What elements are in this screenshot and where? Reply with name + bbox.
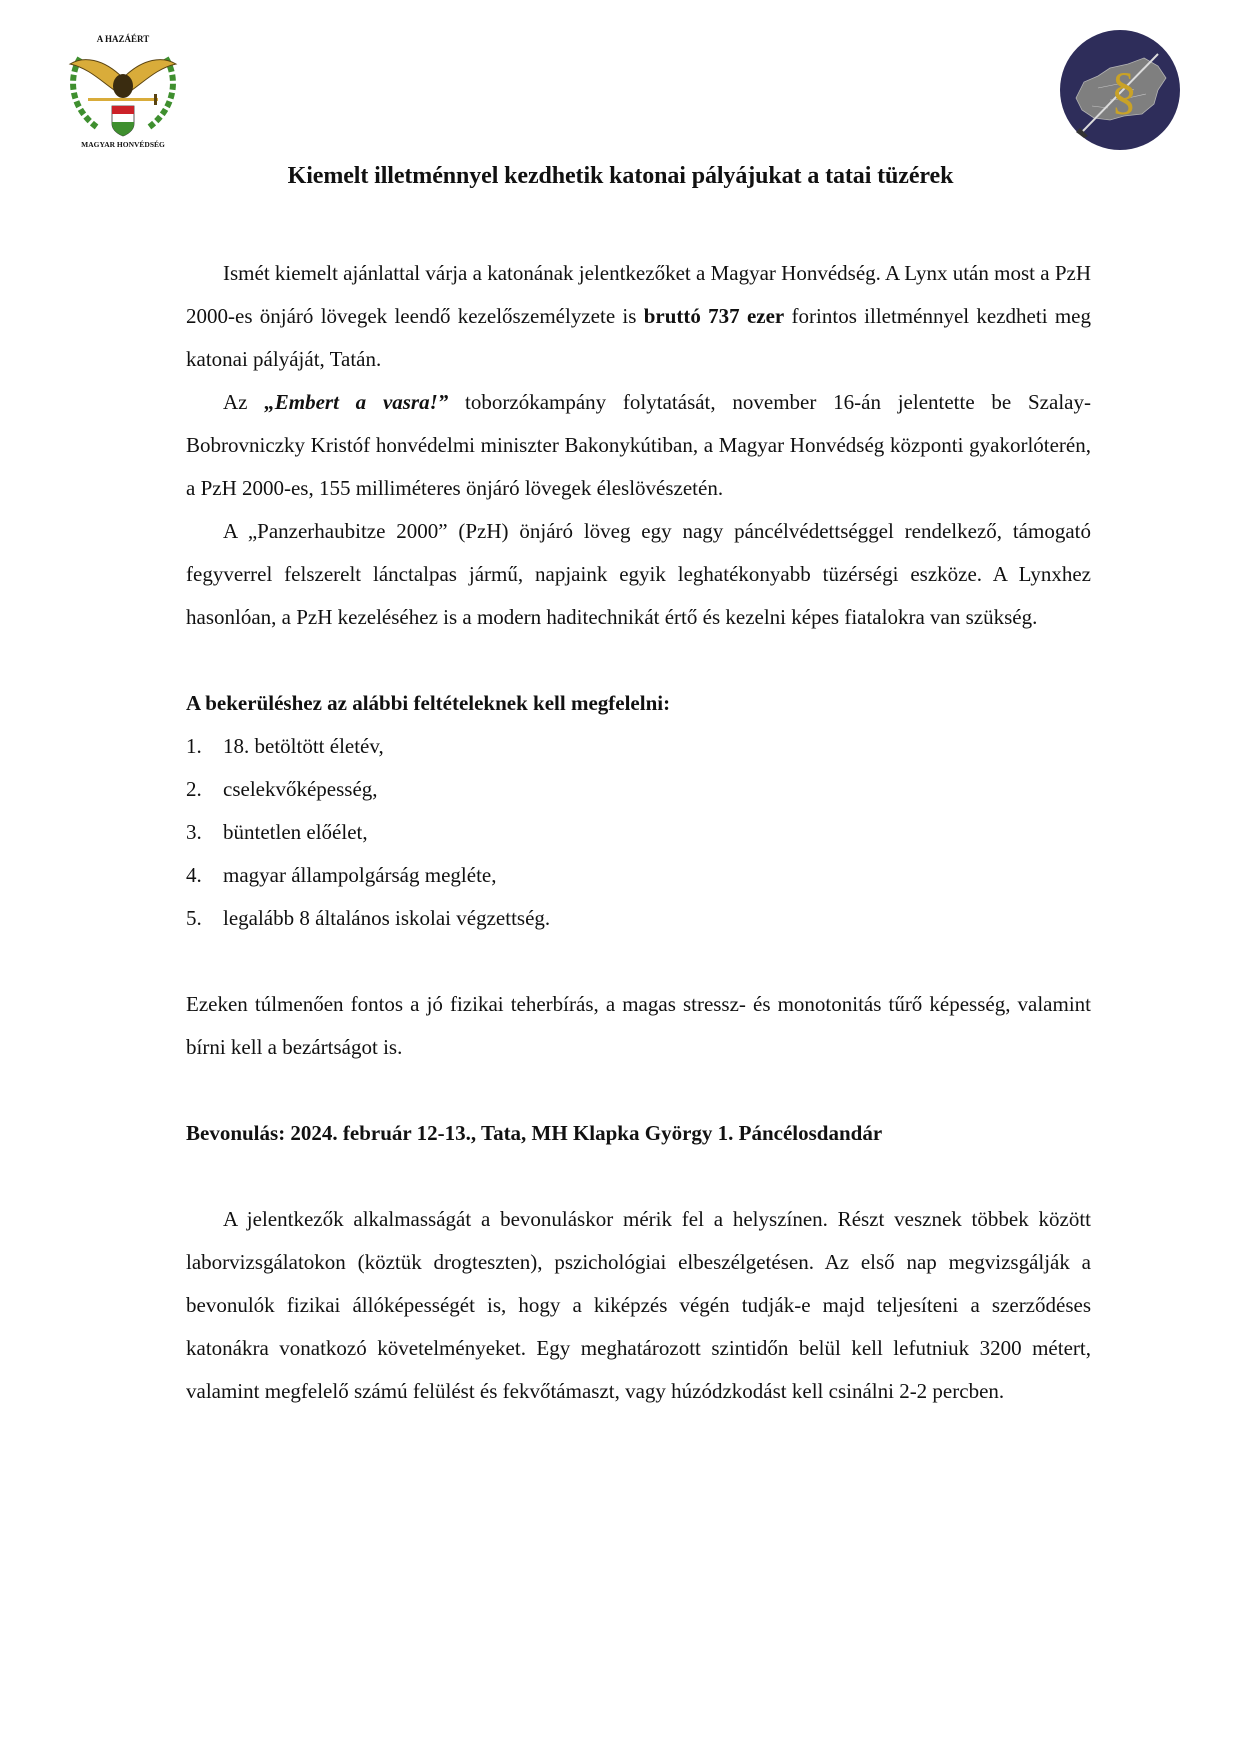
document-body [186, 252, 1091, 1413]
list-text: büntetlen előélet, [223, 820, 368, 844]
paragraph-pzh: A „Panzerhaubitze 2000” (PzH) önjáró löveg egy nagy páncélvédettséggel rendelkező, támogató fegyverrel felszerelt lánctalpas jármű, napjaink egyik leghatékonyabb tüzérségi eszköze. A Lynxhez hasonlóan, a PzH kezeléséhez is a modern haditechnikát értő és kezelni képes fiatalokra van szükség. [186, 519, 1091, 629]
list-text: legalább 8 általános iskolai végzettség. [223, 906, 551, 930]
campaign-name: „Embert a vasra!” [264, 390, 449, 414]
list-number: 4. [186, 863, 202, 887]
paragraph-intro [186, 252, 1091, 381]
intro-text-end: forintos illetménnyel kezdheti meg katonai pályáját, Tatán. [186, 304, 1091, 371]
requirements-list [186, 725, 1091, 940]
emblem-bottom-text: MAGYAR HONVÉDSÉG [81, 140, 165, 149]
list-item [186, 897, 1091, 940]
list-text: 18. betöltött életév, [223, 734, 384, 758]
paragraph-assessment: A jelentkezők alkalmasságát a bevonuláskor mérik fel a helyszínen. Részt vesznek többek között laborvizsgálatokon (köztük drogteszten), pszichológiai elbeszélgetésen. Az első nap megvizsgálják a bevonulók fizikai állóképességét is, hogy a kiképzés végén tudják-e majd teljesíteni a szerződéses katonákra vonatkozó követelményeket. Egy meghatározott szintidőn belül kell lefutniuk 3200 métert, valamint megfelelő számú felülést és fekvőtámaszt, vagy húzódzkodást kell csinálni 2-2 percben. [186, 1207, 1091, 1403]
list-text: cselekvőképesség, [223, 777, 378, 801]
list-number: 5. [186, 906, 202, 930]
paragraph-symbol: § [1111, 63, 1137, 120]
enlistment-info: Bevonulás: 2024. február 12-13., Tata, MH Klapka György 1. Páncélosdandár [186, 1121, 883, 1145]
list-item [186, 768, 1091, 811]
emblem-top-text: A HAZÁÉRT [96, 34, 150, 44]
list-item [186, 725, 1091, 768]
list-number: 1. [186, 734, 202, 758]
requirements-heading: A bekerüléshez az alábbi feltételeknek kell megfelelni: [186, 691, 671, 715]
hungarian-defence-forces-emblem-icon [58, 28, 188, 150]
intro-text: Ismét kiemelt ajánlattal várja a katonának jelentkezőket a Magyar Honvédség. A Lynx után most a PzH 2000-es önjáró lövegek leendő kezelőszemélyzete is [186, 261, 1091, 328]
salary-highlight: bruttó 737 ezer [643, 304, 785, 328]
list-number: 3. [186, 820, 202, 844]
list-item [186, 854, 1091, 897]
list-item [186, 811, 1091, 854]
list-text: magyar állampolgárság megléte, [223, 863, 497, 887]
list-number: 2. [186, 777, 202, 801]
document-title: Kiemelt illetménnyel kezdhetik katonai pályájukat a tatai tüzérek [287, 163, 954, 189]
hungary-map-paragraph-sword-emblem-icon [1058, 28, 1182, 152]
paragraph-campaign [186, 381, 1091, 510]
campaign-text-start: Az [223, 390, 265, 414]
paragraph-physical: Ezeken túlmenően fontos a jó fizikai teherbírás, a magas stressz- és monotonitás tűrő képesség, valamint bírni kell a bezártságot is. [186, 992, 1091, 1059]
campaign-text: toborzókampány folytatását, november 16-án jelentette be Szalay-Bobrovniczky Kristóf honvédelmi miniszter Bakonykútiban, a Magyar Honvédség központi gyakorlóterén, a PzH 2000-es, 155 milliméteres önjáró lövegek éleslövészetén. [186, 390, 1091, 500]
